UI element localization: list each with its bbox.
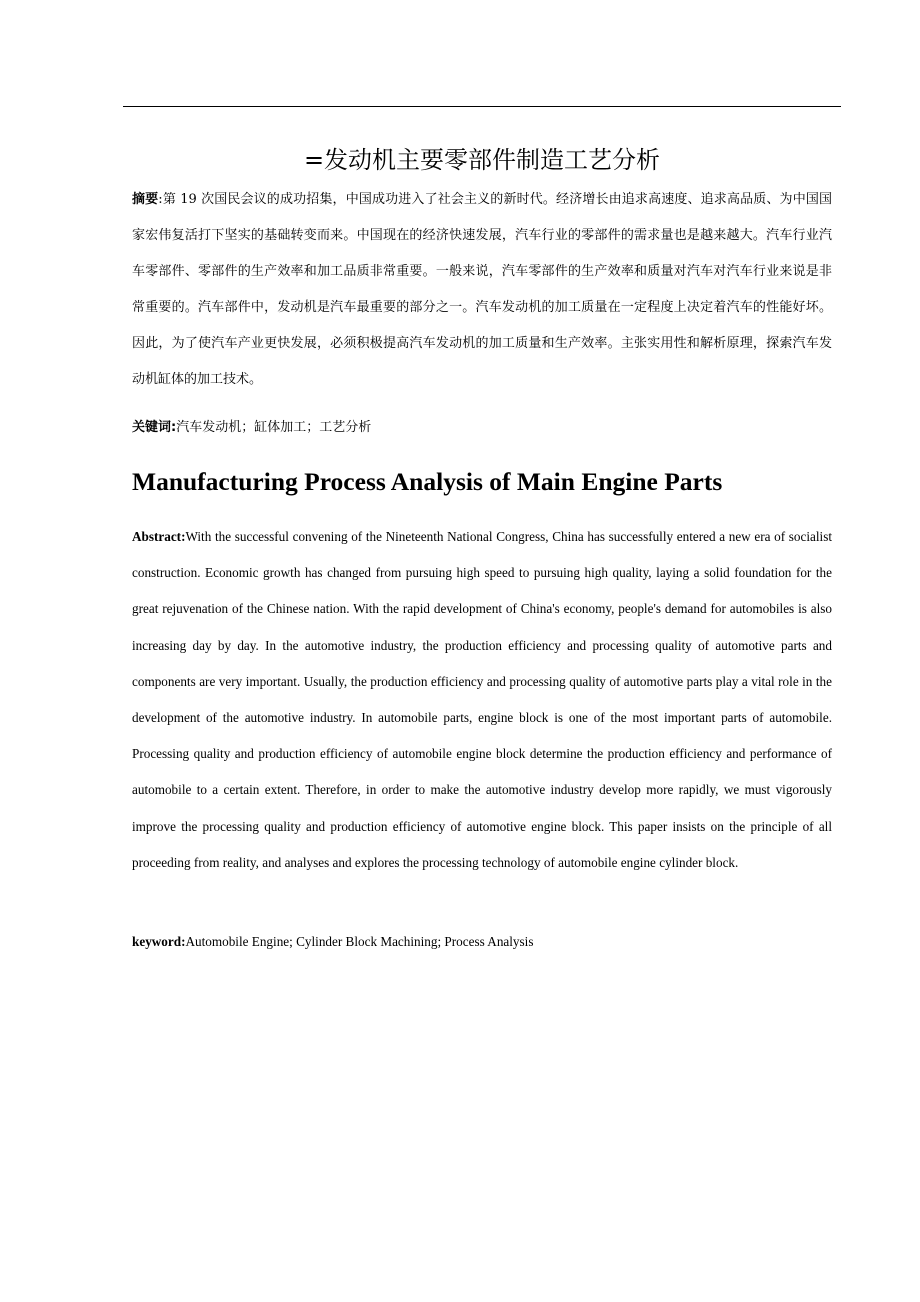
chinese-abstract (132, 182, 832, 398)
chinese-abstract-text: :第 19 次国民会议的成功招集，中国成功进入了社会主义的新时代。经济增长由追求高速度、追求高品质、为中国国家宏伟复活打下坚实的基础转变而来。中国现在的经济快速发展，汽车行业的零部件的需求量也是越来越大。汽车行业汽车零部件、零部件的生产效率和加工品质非常重要。一般来说，汽车零部件的生产效率和质量对汽车对汽车行业来说是非常重要的。汽车部件中，发动机是汽车最重要的部分之一。汽车发动机的加工质量在一定程度上决定着汽车的性能好坏。因此，为了使汽车产业更快发展，必须积极提高汽车发动机的加工质量和生产效率。主张实用性和解析原理，探索汽车发动机缸体的加工技术。 (132, 192, 832, 387)
english-abstract (132, 519, 832, 881)
english-abstract-text: With the successful convening of the Nineteenth National Congress, China has successfully entered a new era of socialist construction. Economic growth has changed from pursuing high speed to pursuing high quality, laying a solid foundation for the great rejuvenation of the Chinese nation. With the rapid development of China's economy, people's demand for automobiles is also increasing day by day. In the automotive industry, the production efficiency and processing quality of automotive parts and components are very important. Usually, the production efficiency and processing quality of automotive parts play a vital role in the development of the automotive industry. In automobile parts, engine block is one of the most important parts of automobile. Processing quality and production efficiency of automobile engine block determine the production efficiency and performance of automobile to a certain extent. Therefore, in order to make the automotive industry develop more rapidly, we must vigorously improve the processing quality and production efficiency of automotive engine block. This paper insists on the principle of all proceeding from reality, and analyses and explores the processing technology of automobile engine cylinder block. (132, 529, 832, 870)
chinese-title: =发动机主要零部件制造工艺分析 (303, 146, 661, 175)
english-keywords-text: Automobile Engine; Cylinder Block Machining; Process Analysis (185, 934, 534, 949)
chinese-keywords-label: 关键词: (132, 420, 177, 435)
header-rule (123, 106, 841, 107)
english-keywords (132, 925, 832, 959)
chinese-keywords-text: 汽车发动机；缸体加工；工艺分析 (176, 420, 372, 435)
english-abstract-label: Abstract: (132, 529, 186, 544)
english-title: Manufacturing Process Analysis of Main Engine Parts (132, 467, 723, 496)
english-keywords-label: keyword: (132, 934, 186, 949)
chinese-abstract-label: 摘要 (132, 192, 159, 207)
chinese-keywords (132, 410, 832, 446)
